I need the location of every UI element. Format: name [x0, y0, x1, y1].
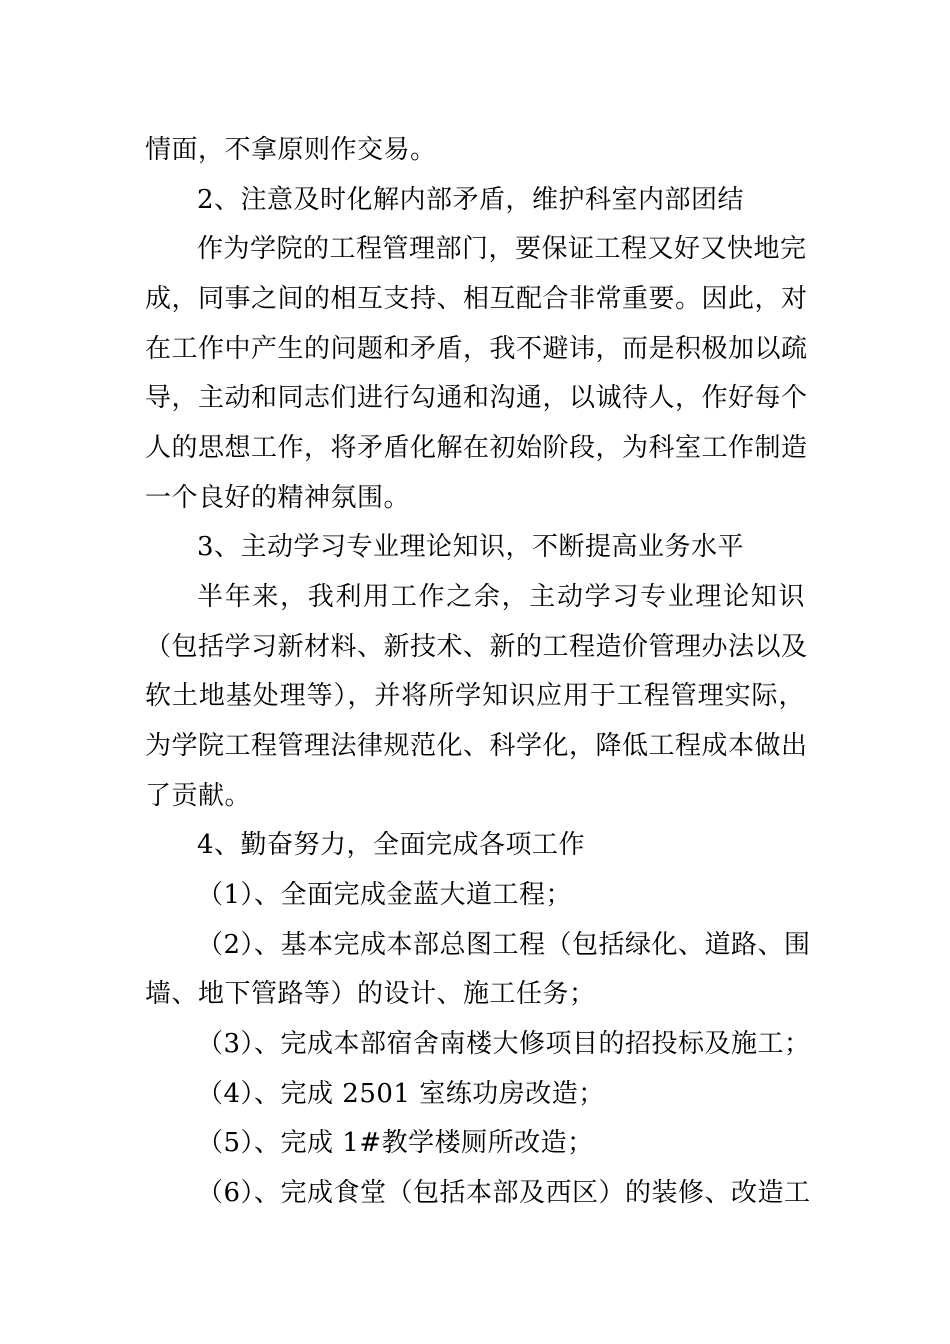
paragraph-line: 在工作中产生的问题和矛盾，我不避讳，而是积极加以疏 — [145, 334, 808, 364]
list-item-continuation: 墙、地下管路等）的设计、施工任务； — [145, 979, 596, 1009]
paragraph-line: （包括学习新材料、新技术、新的工程造价管理办法以及 — [145, 632, 808, 662]
section-heading: 3、主动学习专业理论知识，不断提高业务水平 — [197, 532, 745, 562]
list-item: （4）、完成 2501 室练功房改造； — [197, 1079, 605, 1109]
paragraph-line: 导，主动和同志们进行勾通和沟通，以诚待人，作好每个 — [145, 383, 808, 413]
paragraph-line: 了贡献。 — [145, 781, 252, 811]
paragraph-line: 软土地基处理等），并将所学知识应用于工程管理实际， — [145, 681, 805, 711]
list-item: （2）、基本完成本部总图工程（包括绿化、道路、围 — [197, 930, 811, 960]
list-item: （5）、完成 1#教学楼厕所改造； — [197, 1128, 594, 1158]
section-heading: 2、注意及时化解内部矛盾，维护科室内部团结 — [197, 185, 745, 215]
paragraph-line: 一个良好的精神氛围。 — [145, 483, 411, 513]
paragraph-line: 为学院工程管理法律规范化、科学化，降低工程成本做出 — [145, 731, 808, 761]
paragraph-line: 人的思想工作，将矛盾化解在初始阶段，为科室工作制造 — [145, 433, 808, 463]
paragraph-line: 成，同事之间的相互支持、相互配合非常重要。因此，对 — [145, 284, 808, 314]
list-item: （6）、完成食堂（包括本部及西区）的装修、改造工 — [197, 1178, 811, 1208]
paragraph-line: 半年来，我利用工作之余，主动学习专业理论知识 — [197, 582, 805, 612]
paragraph-line: 情面，不拿原则作交易。 — [145, 135, 437, 165]
paragraph-line: 作为学院的工程管理部门，要保证工程又好又快地完 — [197, 234, 807, 264]
section-heading: 4、勤奋努力，全面完成各项工作 — [197, 830, 586, 860]
list-item: （1）、全面完成金蓝大道工程； — [197, 880, 573, 910]
list-item: （3）、完成本部宿舍南楼大修项目的招投标及施工； — [197, 1029, 811, 1059]
